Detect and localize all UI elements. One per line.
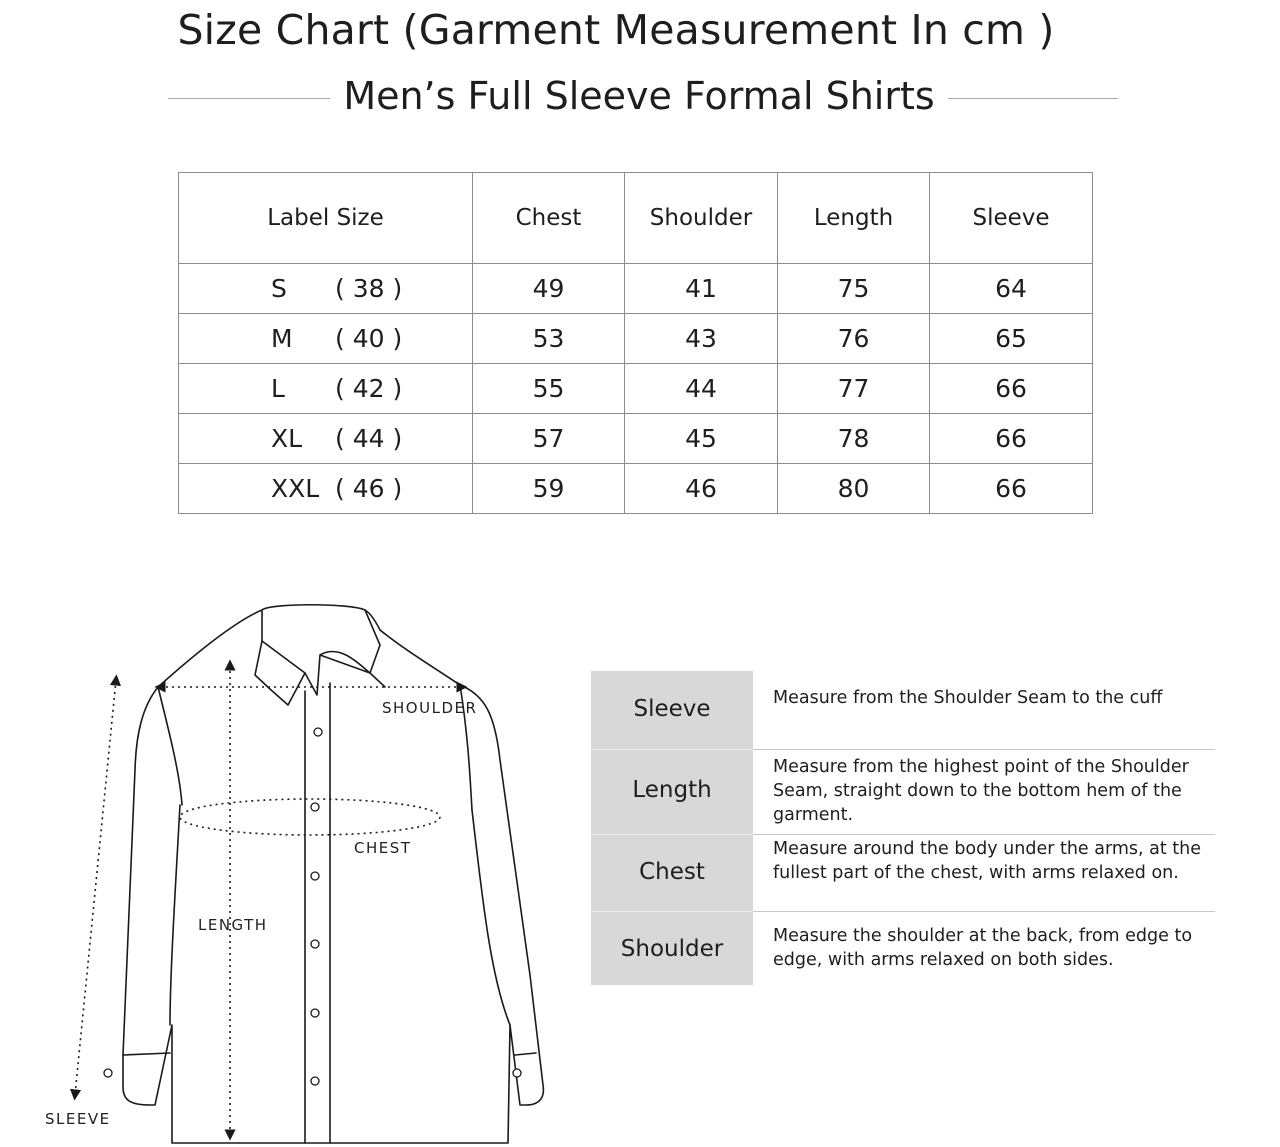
sleeve-cell: 66	[930, 414, 1093, 464]
shoulder-cell: 44	[625, 364, 778, 414]
left-sleeve-inner	[170, 805, 180, 1025]
table-row	[179, 364, 1093, 414]
guide-description: Measure from the highest point of the Shoulder Seam, straight down to the bottom hem of the garment.	[773, 757, 1189, 825]
chest-cell: 59	[473, 464, 625, 514]
left-cuff	[123, 1053, 170, 1055]
table-header-row	[179, 173, 1093, 264]
right-sleeve-inner	[472, 810, 510, 1025]
label-size-cell	[179, 264, 473, 314]
guide-row-length	[591, 750, 1215, 834]
length-cell: 76	[778, 314, 930, 364]
length-cell: 75	[778, 264, 930, 314]
chest-measure-label: CHEST	[354, 839, 412, 857]
cuff-button-left	[104, 1069, 112, 1077]
sleeve-cell: 64	[930, 264, 1093, 314]
button	[311, 940, 319, 948]
table-row	[179, 464, 1093, 514]
chest-cell: 49	[473, 264, 625, 314]
table-row	[179, 414, 1093, 464]
guide-term: Shoulder	[620, 936, 724, 962]
length-cell: 78	[778, 414, 930, 464]
sleeve-cell: 66	[930, 464, 1093, 514]
header-label-size: Label Size	[179, 173, 473, 264]
shoulder-cell: 45	[625, 414, 778, 464]
size-number: ( 42 )	[335, 374, 403, 403]
subtitle-rule-right	[948, 98, 1118, 99]
guide-description: Measure around the body under the arms, at the fullest part of the chest, with arms relaxed on.	[773, 839, 1202, 883]
guide-term: Chest	[639, 859, 705, 885]
header-shoulder: Shoulder	[625, 173, 778, 264]
guide-row-sleeve	[591, 671, 1215, 749]
button	[311, 1077, 319, 1085]
collar-outline	[262, 605, 380, 695]
shoulder-cell: 43	[625, 314, 778, 364]
label-size-cell	[179, 414, 473, 464]
right-cuff	[515, 1053, 536, 1055]
guide-row-chest	[591, 835, 1215, 911]
size-label: M	[271, 324, 293, 353]
cuff-button-right	[513, 1069, 521, 1077]
chest-cell: 57	[473, 414, 625, 464]
shoulder-cell: 46	[625, 464, 778, 514]
guide-term: Sleeve	[633, 696, 711, 722]
button	[311, 1009, 319, 1017]
size-label: XXL	[271, 474, 320, 503]
shirt-diagram	[30, 595, 550, 1147]
page-title: Size Chart (Garment Measurement In cm )	[177, 6, 1055, 54]
size-label: XL	[271, 424, 303, 453]
size-table	[178, 172, 1093, 514]
sleeve-measure-line	[75, 680, 116, 1095]
label-size-cell	[179, 364, 473, 414]
header-chest: Chest	[473, 173, 625, 264]
guide-description: Measure from the Shoulder Seam to the cuff	[773, 688, 1163, 708]
table-row	[179, 314, 1093, 364]
sleeve-measure-label: SLEEVE	[45, 1110, 111, 1128]
subtitle-row	[168, 74, 1118, 124]
measurement-guide	[591, 671, 1215, 985]
chest-cell: 55	[473, 364, 625, 414]
label-size-cell	[179, 464, 473, 514]
subtitle-rule-left	[168, 98, 330, 99]
button	[311, 872, 319, 880]
size-number: ( 46 )	[335, 474, 403, 503]
button	[311, 803, 319, 811]
shoulder-measure-label: SHOULDER	[382, 699, 478, 717]
header-sleeve: Sleeve	[930, 173, 1093, 264]
sleeve-cell: 65	[930, 314, 1093, 364]
size-number: ( 44 )	[335, 424, 403, 453]
shirt-illustration	[30, 595, 550, 1147]
chest-cell: 53	[473, 314, 625, 364]
size-label: S	[271, 274, 287, 303]
page-subtitle: Men’s Full Sleeve Formal Shirts	[343, 74, 935, 118]
collar-left-flap	[255, 641, 305, 705]
size-number: ( 38 )	[335, 274, 403, 303]
guide-term: Length	[632, 777, 712, 803]
header-length: Length	[778, 173, 930, 264]
length-measure-label: LENGTH	[198, 916, 268, 934]
length-cell: 77	[778, 364, 930, 414]
chest-measure-ellipse	[180, 799, 440, 835]
button	[314, 728, 322, 736]
size-label: L	[271, 374, 285, 403]
left-armhole	[158, 687, 182, 805]
sleeve-cell: 66	[930, 364, 1093, 414]
guide-row-shoulder	[591, 912, 1215, 985]
guide-description: Measure the shoulder at the back, from edge to edge, with arms relaxed on both sides.	[773, 926, 1193, 970]
size-number: ( 40 )	[335, 324, 403, 353]
label-size-cell	[179, 314, 473, 364]
length-cell: 80	[778, 464, 930, 514]
shoulder-cell: 41	[625, 264, 778, 314]
table-row	[179, 264, 1093, 314]
